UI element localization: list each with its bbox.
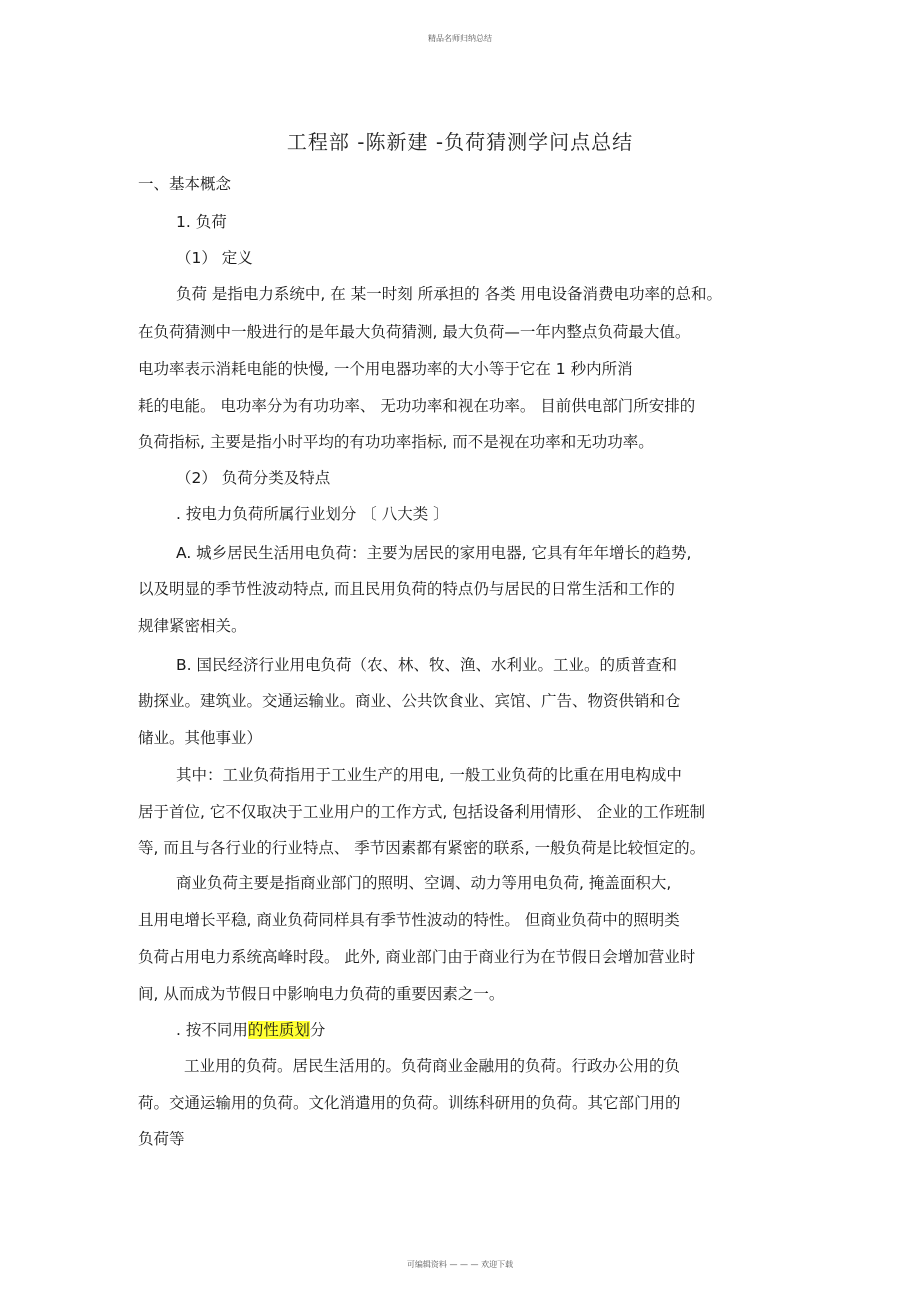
paragraph-line: 且用电增长平稳, 商业负荷同样具有季节性波动的特性。 但商业负荷中的照明类 (138, 911, 680, 929)
page-footer: 可编辑资料 — — — 欢迎下载 (406, 1260, 514, 1269)
paragraph-line: 间, 从而成为节假日中影响电力负荷的重要因素之一。 (138, 985, 505, 1003)
sub-heading: （2） 负荷分类及特点 (176, 469, 331, 487)
document-title: 工程部 -陈新建 -负荷猜测学问点总结 (286, 130, 634, 154)
paragraph-line: 工业用的负荷。居民生活用的。负荷商业金融用的负荷。行政办公用的负 (184, 1057, 681, 1075)
highlighted-text: 的性质划 (247, 1021, 310, 1039)
sub-heading: （1） 定义 (176, 249, 253, 267)
paragraph-line: 在负荷猜测中一般进行的是年最大负荷猜测, 最大负荷—一年内整点负荷最大值。 (138, 323, 691, 341)
paragraph-line: 以及明显的季节性波动特点, 而且民用负荷的特点仍与居民的日常生活和工作的 (138, 580, 675, 598)
paragraph-line: A. 城乡居民生活用电负荷：主要为居民的家用电器, 它具有年年增长的趋势, (176, 544, 692, 562)
paragraph-line: 商业负荷主要是指商业部门的照明、空调、动力等用电负荷, 掩盖面积大, (176, 874, 672, 892)
paragraph-line: 负荷 是指电力系统中, 在 某一时刻 所承担的 各类 用电设备消费电功率的总和。 (176, 285, 722, 303)
paragraph-line: 负荷占用电力系统高峰时段。 此外, 商业部门由于商业行为在节假日会增加营业时 (138, 948, 696, 966)
paragraph-line: 负荷指标, 主要是指小时平均的有功功率指标, 而不是视在功率和无功功率。 (138, 433, 654, 451)
paragraph-line: 等, 而且与各行业的行业特点、 季节因素都有紧密的联系, 一般负荷是比较恒定的。 (138, 839, 706, 857)
paragraph-line: 其中：工业负荷指用于工业生产的用电, 一般工业负荷的比重在用电构成中 (176, 766, 682, 784)
paragraph-line: 耗的电能。 电功率分为有功功率、 无功功率和视在功率。 目前供电部门所安排的 (138, 397, 696, 415)
paragraph-line: B. 国民经济行业用电负荷（农、林、牧、渔、水利业。工业。的质普查和 (176, 656, 677, 674)
paragraph-line: 电功率表示消耗电能的快慢, 一个用电器功率的大小等于它在 1 秒内所消 (138, 360, 633, 378)
paragraph-line: 居于首位, 它不仅取决于工业用户的工作方式, 包括设备利用情形、 企业的工作班制 (138, 803, 706, 821)
paragraph-line: 勘探业。建筑业。交通运输业。商业、公共饮食业、宾馆、广告、物资供销和仓 (138, 692, 681, 710)
bullet-line: . 按电力负荷所属行业划分 〔 八大类 〕 (176, 505, 449, 523)
page-header: 精品名师归纳总结 (428, 34, 492, 43)
paragraph-line: 负荷等 (138, 1130, 185, 1148)
paragraph-line: 储业。其他事业） (138, 729, 263, 747)
bullet-line (176, 1018, 325, 1040)
bullet-text: . 按不同用 (176, 1021, 248, 1039)
paragraph-line: 规律紧密相关。 (138, 617, 247, 635)
paragraph-line: 荷。交通运输用的负荷。文化消遣用的负荷。训练科研用的负荷。其它部门用的 (138, 1094, 681, 1112)
item-heading: 1. 负荷 (176, 213, 227, 231)
section-heading: 一、基本概念 (138, 175, 232, 193)
bullet-text: 分 (309, 1021, 326, 1039)
